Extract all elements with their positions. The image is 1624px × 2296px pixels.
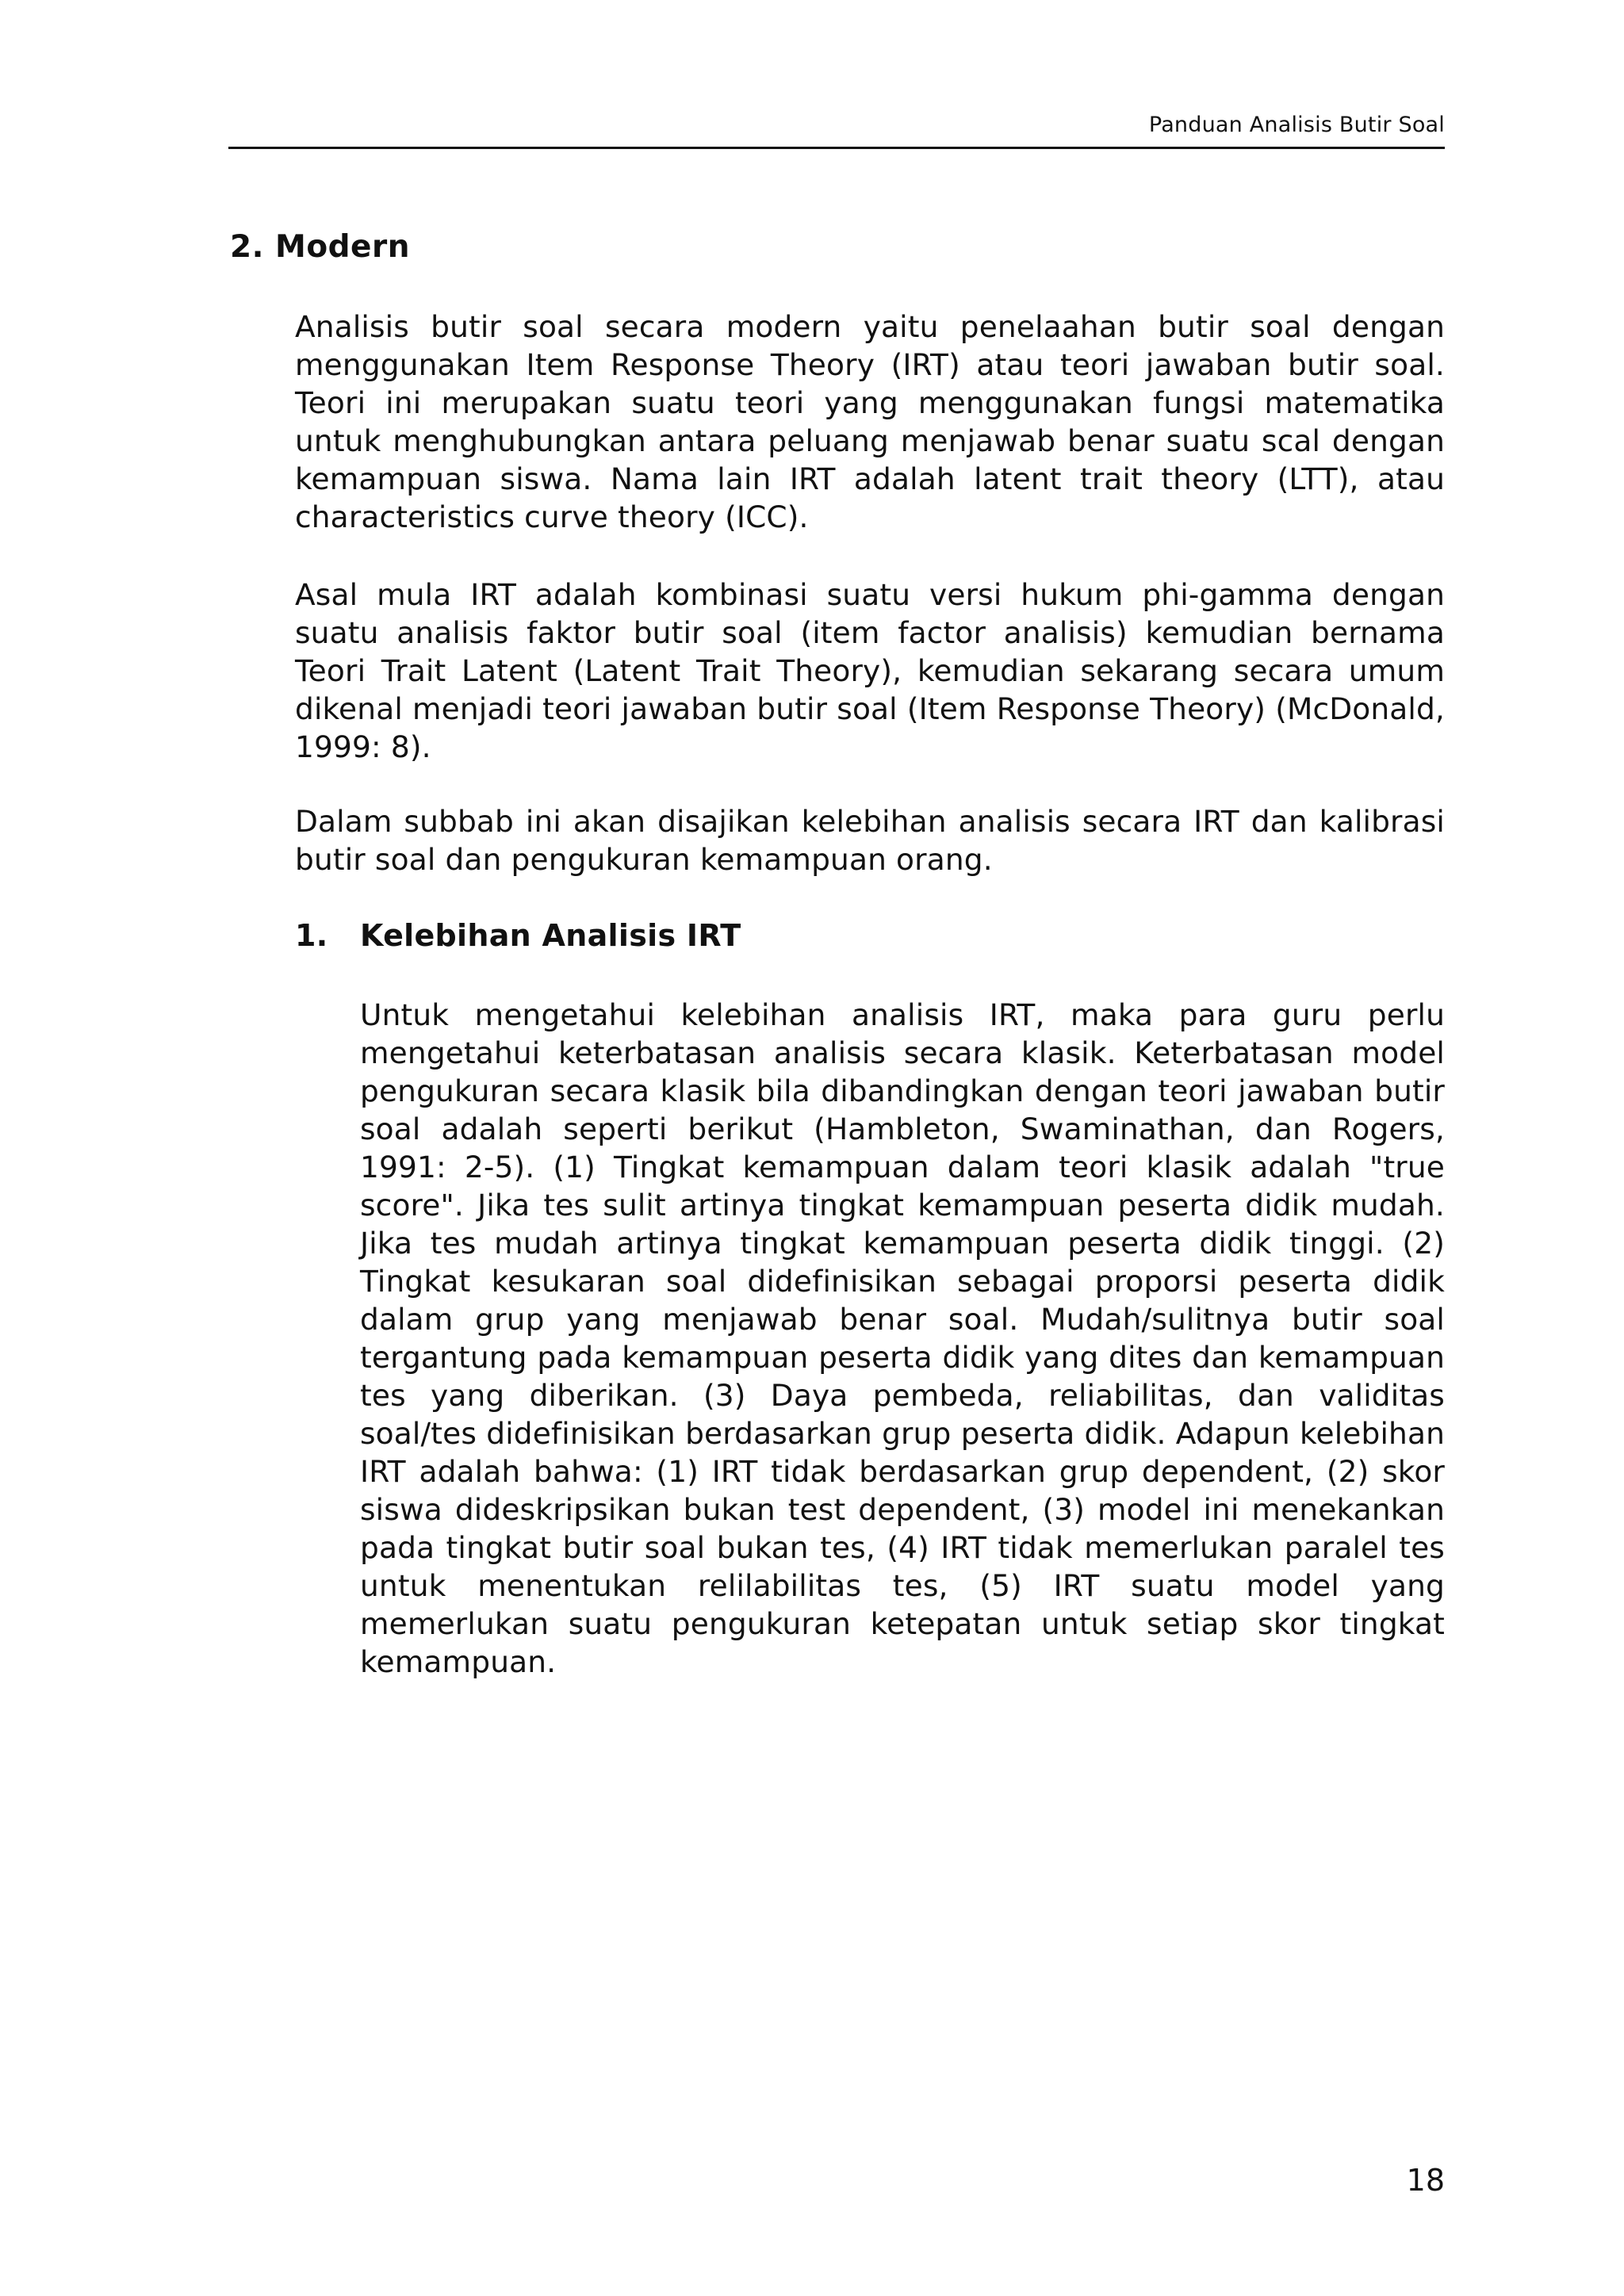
- page-number: 18: [1406, 2163, 1445, 2198]
- subsection-heading: [295, 916, 741, 955]
- page-header: [228, 109, 1445, 149]
- paragraph-irt-advantages: Untuk mengetahui kelebihan analisis IRT, maka para guru perlu mengetahui keterbatasan analisis secara klasik. Keterbatasan model pengukuran secara klasik bila dibandingkan dengan teori jawaban butir soal adalah seperti berikut (Hambleton, Swaminathan, dan Rogers, 1991: 2-5). (1) Tingkat kemampuan dalam teori klasik adalah "true score". Jika tes sulit artinya tingkat kemampuan peserta didik mudah. Jika tes mudah artinya tingkat kemampuan peserta didik tinggi. (2) Tingkat kesukaran soal didefinisikan sebagai proporsi peserta didik dalam grup yang menjawab benar soal. Mudah/sulitnya butir soal tergantung pada kemampuan peserta didik yang dites dan kemampuan tes yang diberikan. (3) Daya pembeda, reliabilitas, dan validitas soal/tes didefinisikan berdasarkan grup peserta didik. Adapun kelebihan IRT adalah bahwa: (1) IRT tidak berdasarkan grup dependent, (2) skor siswa dideskripsikan bukan test dependent, (3) model ini menekankan pada tingkat butir soal bukan tes, (4) IRT tidak memerlukan paralel tes untuk menentukan relilabilitas tes, (5) IRT suatu model yang memerlukan suatu pengukuran ketepatan untuk setiap skor tingkat kemampuan.: [360, 997, 1445, 1679]
- section-heading: 2. Modern: [230, 229, 410, 265]
- subsection-title: Kelebihan Analisis IRT: [360, 918, 741, 953]
- running-header-title: Panduan Analisis Butir Soal: [1148, 113, 1445, 137]
- paragraph-irt-origin: Asal mula IRT adalah kombinasi suatu versi hukum phi-gamma dengan suatu analisis faktor butir soal (item factor analisis) kemudian bernama Teori Trait Latent (Latent Trait Theory), kemudian sekarang secara umum dikenal menjadi teori jawaban butir soal (Item Response Theory) (McDonald, 1999: 8).: [295, 577, 1445, 764]
- paragraph-subsection-intro: Dalam subbab ini akan disajikan kelebihan analisis secara IRT dan kalibrasi butir soal dan pengukuran kemampuan orang.: [295, 804, 1445, 877]
- subsection-number: 1.: [295, 918, 328, 953]
- paragraph-modern-definition: Analisis butir soal secara modern yaitu penelaahan butir soal dengan menggunakan Item Response Theory (IRT) atau teori jawaban butir soal. Teori ini merupakan suatu teori yang menggunakan fungsi matematika untuk menghubungkan antara peluang menjawab benar suatu scal dengan kemampuan siswa. Nama lain IRT adalah latent trait theory (LTT), atau characteristics curve theory (ICC).: [295, 309, 1445, 534]
